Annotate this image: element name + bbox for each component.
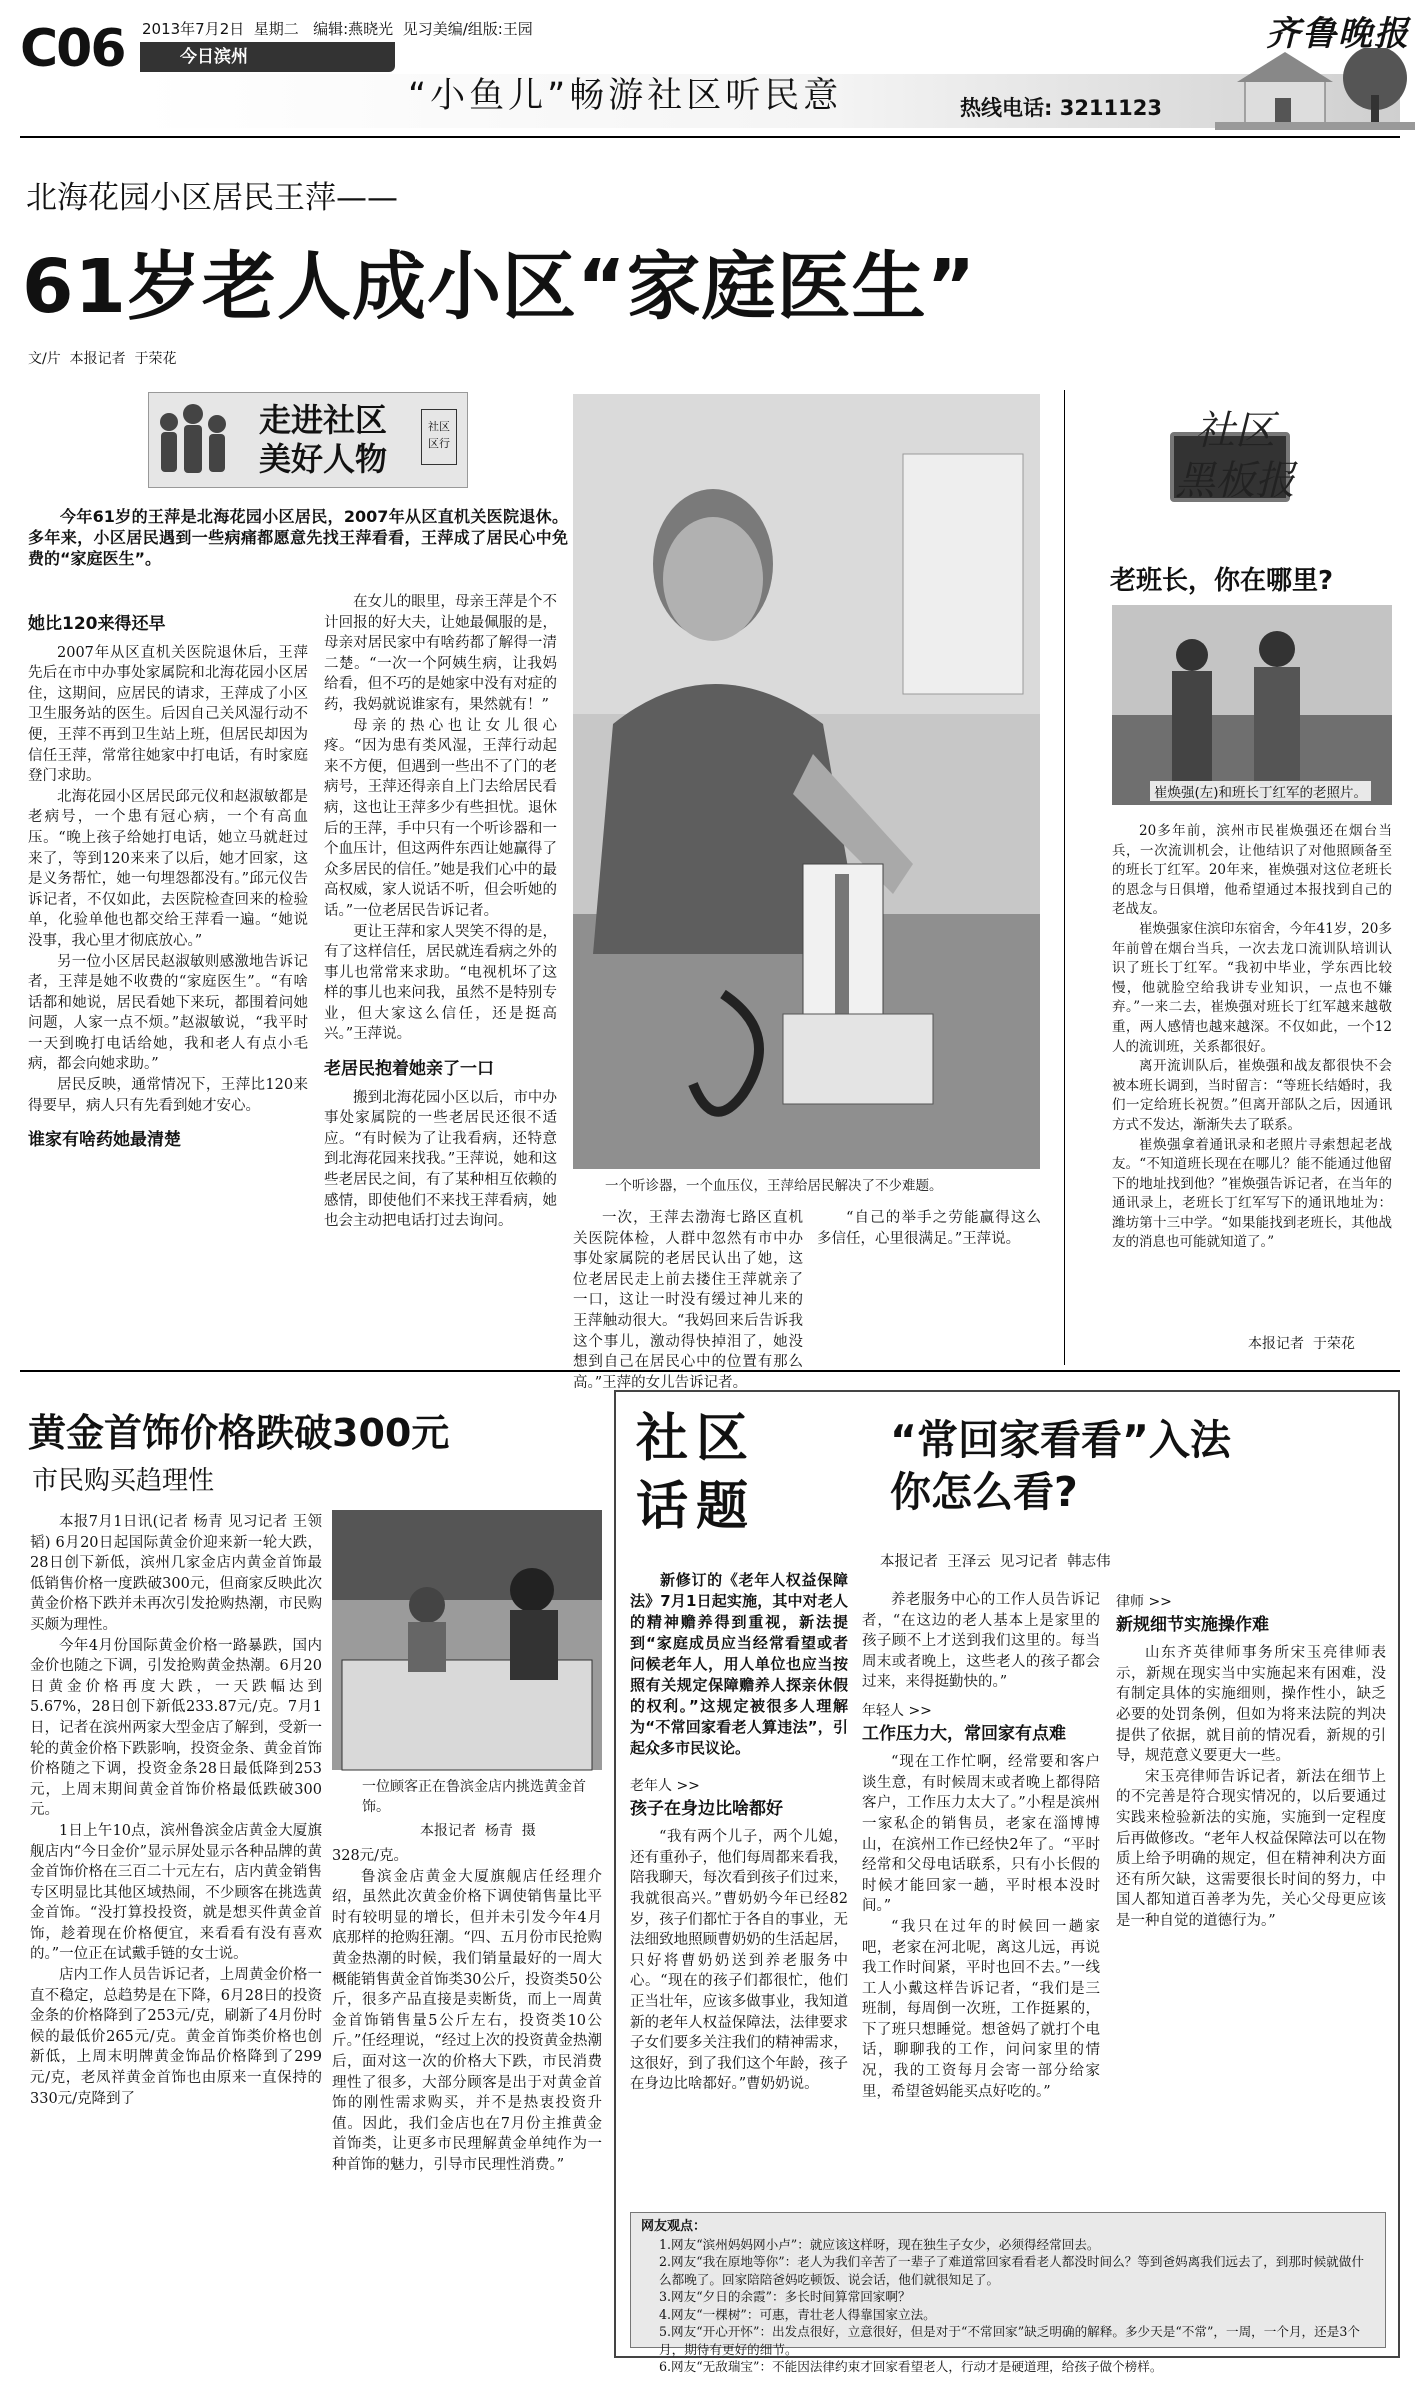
netizen-item: 4.网友“一棵树”：可惠，青壮老人得靠国家立法。 [659,2306,936,2322]
photo-woman-with-blood-pressure-meter [573,394,1040,1169]
subhead-hard-to-implement: 新规细节实施操作难 [1116,1614,1269,1635]
subhead-kissed-by-resident: 老居民抱着她亲了一口 [324,1059,494,1080]
gold-subtitle: 市民购买趋理性 [32,1466,215,1496]
topic-column-2: 养老服务中心的工作人员告诉记者，“在这边的老人基本上是家里的孩子顾不上才送到我们这里的。每当周末或者晚上，这些老人的孩子都会过来，来得挺勤快的。” 年轻人 >> 工作压力大，常回家有点难 “现在工作忙啊，经常要和客户谈生意，有时候周末或者晚上都得陪客户，工作压力太大了。”小程是滨州一家私企的销售员，老家在淄博博山，在滨州工作已经快2年了。“平时经常和父母电话联系，只有小长假的时候才能回家一趟，平时根本没时间。” “我只在过年的时候回一趟家吧，老家在河北呢，离这儿远，再说我工作时间紧，平时也回不去。”一线工人小戴这样告诉记者，“我们是三班制，每周倒一次班，工作挺累的，下了班只想睡觉。想爸妈了就打个电话，聊聊我的工作，问问家里的情况，我的工资每月会寄一部分给家里，希望爸妈能买点好吃的。” [862,1592,1100,2100]
column-logo-text: 走进社区 美好人物 [259,401,388,478]
netizen-item: 6.网友“无敌瑞宝”：不能因法律约束才回家看望老人，行动才是硬道理，给孩子做个榜样。 [659,2359,1163,2374]
subhead-children-nearby: 孩子在身边比啥都好 [630,1798,783,1819]
sidebar-title: 老班长，你在哪里? [1110,566,1334,596]
topic-column-3: 律师 >> 新规细节实施操作难 山东齐英律师事务所宋玉亮律师表示，新规在现实当中实施起来有困难，没有制定具体的实施细则，操作性小，缺乏必要的处罚条例，但如为将来法院的判决提供了依据，就目前的情况看，新规的引导，规范意义要更大一些。 宋玉亮律师告诉记者，新法在细节上的不完善是符合现实情况的，以后要通过实践来检验新法的实施，实施到一定程度后再做修改。“老年人权益保障法可以在物质上给予明确的规定，但在精神利决方面还有所欠缺，这需要很长时间的努力，中国人都知道百善孝为先，关心父母更应该是一种自觉的道德行为。” [1116,1594,1386,1929]
subhead-faster-than-120: 她比120来得还早 [28,614,166,634]
lead-byline: 文/片 本报记者 于荣花 [28,351,177,367]
hotline: 热线电话: 3211123 [960,96,1162,120]
column-logo-mark: 社区 区行 [421,409,457,465]
lead-photo [573,394,1040,1169]
label-young: 年轻人 >> [862,1702,932,1719]
netizen-box [630,2212,1386,2374]
brand-name: 齐鲁晚报 [1266,14,1410,54]
date-line: 2013年7月2日 星期二 编辑:燕晓光 见习美编/组版:王园 [142,20,533,38]
photo-jewelry-counter [332,1510,602,1770]
section-divider [20,1370,1400,1372]
section-tab [140,42,395,72]
lead-photo-caption: 一个听诊器，一个血压仪，王萍给居民解决了不少难题。 [605,1178,943,1194]
netizen-item: 2.网友“我在原地等你”：老人为我们辛苦了一辈子了难道常回家看看老人都没时间么？等到爸妈离我们远去了，到那时候就做什么都晚了。回家陪陪爸妈吃顿饭、说会话，他们就很知足了。 [659,2254,1364,2287]
photo-two-soldiers [1112,605,1392,805]
gold-column-2: 328元/克。 鲁滨金店黄金大厦旗舰店任经理介绍，虽然此次黄金价格下调使销售量比平时有较明显的增长，但并未引发今年4月底那样的抢购狂潮。“四、五月份市民抢购黄金热潮的时候，我们销量最好的一周大概能销售黄金首饰类30公斤，投资类50公斤，很多产品直接是卖断货，而上一周黄金首饰销售量5公斤左右，投资类10公斤。”任经理说，“经过上次的投资黄金热潮后，面对这一次的价格大下跌，市民消费理性了很多，大部分顾客是出于对黄金首饰的刚性需求购买，并不是热衷投资升值。因此，我们金店也在7月份主推黄金首饰类，让更多市民理解黄金单纯作为一种首饰的魅力，引导市民理性消费。” [332,1848,602,2173]
sidebar-logo [1110,392,1360,522]
sidebar-logo-text: 社区 黑板报 [1175,408,1295,504]
lead-column-2: 在女儿的眼里，母亲王萍是个不计回报的好大夫，让她最佩服的是，母亲对居民家中有啥药都了解得一清二楚。“一次一个阿姨生病，让我妈给看，但不巧的是她家中没有对症的药，我妈就说谁家有，果然就有！” 母亲的热心也让女儿很心疼。“因为患有类风湿，王萍行动起来不方便，但遇到一些出不了门的老病号，王萍还得亲自上门去给居民看病，这也让王萍多少有些担忧。退休后的王萍，手中只有一个听诊器和一个血压计，但这两件东西让她赢得了众多居民的信任。”她是我们心中的最高权威，家人说话不听，但会听她的话。”一位老居民告诉记者。 更让王萍和家人哭笑不得的是，有了这样信任，居民就连看病之外的事儿也常常来求助。“电视机坏了这样的事儿也来问我，虽然不是特别专业，但大家这么信任，还是挺高兴。”王萍说。 老居民抱着她亲了一口 搬到北海花园小区以后，市中办事处家属院的一些老居民还很不适应。“有时候为了让我看病，还特意到北海花园来找我。”王萍说，她和这些老居民之间，有了某种相互依赖的感情，即使他们不来找王萍看病，她也会主动把电话打过去询问。 [324,594,557,1230]
subhead-work-pressure: 工作压力大，常回家有点难 [862,1723,1066,1744]
topic-column-1: 老年人 >> 孩子在身边比啥都好 “我有两个儿子，两个儿媳，还有重孙子，他们每周都来看我，陪我聊天，每次看到孩子们过来，我就很高兴。”曹奶奶今年已经82岁，孩子们都忙于各自的事业，无法细致地照顾曹奶奶的生活起居，只好将曹奶奶送到养老服务中心。“现在的孩子们都很忙，他们正当壮年，应该多做事业，我知道新的老年人权益保障法，法律要求子女们要多关注我们的精神需求，这很好，到了我们这个年龄，孩子在身边比啥都好。”曹奶奶说。 [630,1778,848,2093]
sidebar-body: 20多年前，滨州市民崔焕强还在烟台当兵，一次流训机会，让他结识了对他照顾备至的班长丁红军。20年来，崔焕强对这位老班长的恩念与日俱增，他希望通过本报找到自己的老战友。 崔焕强家住滨印东宿舍，今年41岁，20多年前曾在烟台当兵，一次去龙口流训队培训认识了班长丁红军。“我初中毕业，学东西比较慢，他就脸空给我讲专业知识，一点也不嫌弃。”一来二去，崔焕强对班长丁红军越来越敬重，两人感情也越来越深。不仅如此，一个12人的流训班，关系都很好。 离开流训队后，崔焕强和战友都很快不会被本班长调到，当时留言：“等班长结婚时，我们一定给班长祝贺。”但离开部队之后，因通讯方式不发达，渐渐失去了联系。 崔焕强拿着通讯录和老照片寻索想起老战友。“不知道班长现在在哪儿？能不能通过他留下的地址找到他？”崔焕强告诉记者，在当年的通讯录上，老班长丁红军写下的通讯地址为：潍坊第十三中学。“如果能找到老班长，其他战友的消息也可能就知道了。” [1112,823,1392,1251]
topic-logo-text: 社区 话题 [636,1408,757,1537]
topic-byline: 本报记者 王泽云 见习记者 韩志伟 [880,1554,1111,1570]
sidebar-byline: 本报记者 于荣花 [1248,1336,1355,1352]
gold-photo-credit: 本报记者 杨青 摄 [420,1823,536,1839]
header-slogan: “小鱼儿”畅游社区听民意 [408,76,843,116]
netizen-item: 1.网友“滨州妈妈网小卢”：就应该这样呀，现在独生子女少，必须得经常回去。 [659,2236,1100,2252]
lead-column-1: 她比120来得还早 2007年从区直机关医院退休后，王萍先后在市中办事处家属院和北海花园小区居住，这期间，应居民的请求，王萍成了小区卫生服务站的医生。后因自己关风湿行动不便，王萍不再到卫生站上班，但居民却因为信任王萍，常常往她家中打电话，有时家庭登门求助。 北海花园小区居民邱元仪和赵淑敏都是老病号，一个患有冠心病，一个有高血压。“晚上孩子给她打电话，她立马就赶过来了，等到120来来了以后，她才回家，这是义务帮忙，她一句埋怨都没有。”邱元仪告诉记者，不仅如此，去医院检查回来的检验单，化验单他也都交给王萍看一遍。“她说没事，我心里才彻底放心。” 另一位小区居民赵淑敏则感激地告诉记者，王萍是她不收费的“家庭医生”。“有啥话都和她说，居民看她下来玩，都围着问她问题，人家一点不烦。”赵淑敏说，“我平时一天到晚打电话给她，我和老人有点小毛病，都会向她求助。” 居民反映，通常情况下，王萍比120来得要早，病人只有先看到她才安心。 谁家有啥药她最清楚 [28,614,308,1151]
netizen-item: 5.网友“开心开怀”：出发点很好，立意很好，但是对于“不常回家”缺乏明确的解释。多少天是“不常”，一周，一个月，还是3个月，期待有更好的细节。 [659,2324,1360,2357]
gold-column-1: 本报7月1日讯(记者 杨青 见习记者 王领韬) 6月20日起国际黄金价迎来新一轮大跌，28日创下新低，滨州几家金店内黄金首饰最低销售价格一度跌破300元，但商家反映此次黄金价格下跌并未再次引发抢购热潮，市民购买颇为理性。 今年4月份国际黄金价格一路暴跌，国内金价也随之下调，引发抢购黄金热潮。6月20日黄金价格再度大跌，一天跌幅达到5.67%，28日创下新低233.87元/克。7月1日，记者在滨州两家大型金店了解到，受新一轮的黄金价格下跌影响，投资金条、黄金首饰价格随之下调，投资金条28日最低降到253元，上周末期间黄金首饰价格最低跌破300元。 1日上午10点，滨州鲁滨金店黄金大厦旗舰店内“今日金价”显示屏处显示各种品牌的黄金首饰价格在三百二十元左右，店内黄金销售专区明显比其他区域热闹，不少顾客在挑选黄金首饰。“没打算投投资，就是想买件黄金首饰，趁着现在价格便宜，来看看有没有喜欢的。”一位正在试戴手链的女士说。 店内工作人员告诉记者，上周黄金价格一直不稳定，总趋势是在下降，6月28日的投资金条的价格降到了253元/克，刷新了4月份时候的最低价265元/克。黄金首饰类价格也创新低，上周末明牌黄金饰品价格降到了299元/克，老凤祥黄金首饰也由原来一直保持的330元/克降到了 [30,1514,322,2107]
column-logo-walk-into-community [148,392,468,488]
page-header [0,0,1417,138]
lead-kicker: 北海花园小区居民王萍—— [26,180,398,216]
label-lawyer: 律师 >> [1116,1594,1172,1610]
gold-title: 黄金首饰价格跌破300元 [28,1411,450,1455]
lead-intro: 今年61岁的王萍是北海花园小区居民，2007年从区直机关医院退休。多年来，小区居民遇到一些病痛都愿意先找王萍看看，王萍成了居民心中免费的“家庭医生”。 [28,507,568,568]
gold-photo-caption: 一位顾客正在鲁滨金店内挑选黄金首饰。 [362,1779,586,1815]
crowd-icon [151,394,241,488]
sidebar-photo-caption: 崔焕强(左)和班长丁红军的老照片。 [1150,781,1371,801]
topic-logo [636,1405,766,1555]
lead-column-4: “自己的举手之劳能赢得这么多信任，心里很满足。”王萍说。 [817,1210,1041,1247]
page-number: C06 [20,19,125,79]
topic-title: “常回家看看”入法 你怎么看? [890,1416,1231,1516]
topic-lead: 新修订的《老年人权益保障法》7月1日起实施，其中对老人的精神赡养得到重视，新法提到“家庭成员应当经常看望或者问候老年人，用人单位也应当按照有关规定保障赡养人探亲休假的权利。”这规定被很多人理解为“不常回家看老人算违法”，引起众多市民议论。 [630,1571,848,1757]
sidebar-photo [1112,605,1392,805]
netizen-item: 3.网友“夕日的余霞”：多长时间算常回家啊？ [659,2289,911,2304]
header-rule [20,136,1400,138]
label-elderly: 老年人 >> [630,1778,700,1794]
subhead-knows-medicine: 谁家有啥药她最清楚 [28,1130,181,1151]
lead-column-3: 一次，王萍去渤海七路区直机关医院体检，人群中忽然有市中办事处家属院的老居民认出了她，这位老居民走上前去搂住王萍就亲了一口，这让一时没有缓过神儿来的王萍触动很大。“我妈回来后告诉我这个事儿，激动得快掉泪了，她没想到自己在居民心中的位置有那么高。”王萍的女儿告诉记者。 [573,1210,803,1391]
netizen-title: 网友观点： [641,2219,707,2234]
lead-headline: 61岁老人成小区“家庭医生” [22,244,977,330]
lead-right-rule [1064,390,1065,1365]
gold-photo [332,1510,602,1770]
section-label: 今日滨州 [180,47,248,67]
newspaper-brand [1260,4,1410,54]
